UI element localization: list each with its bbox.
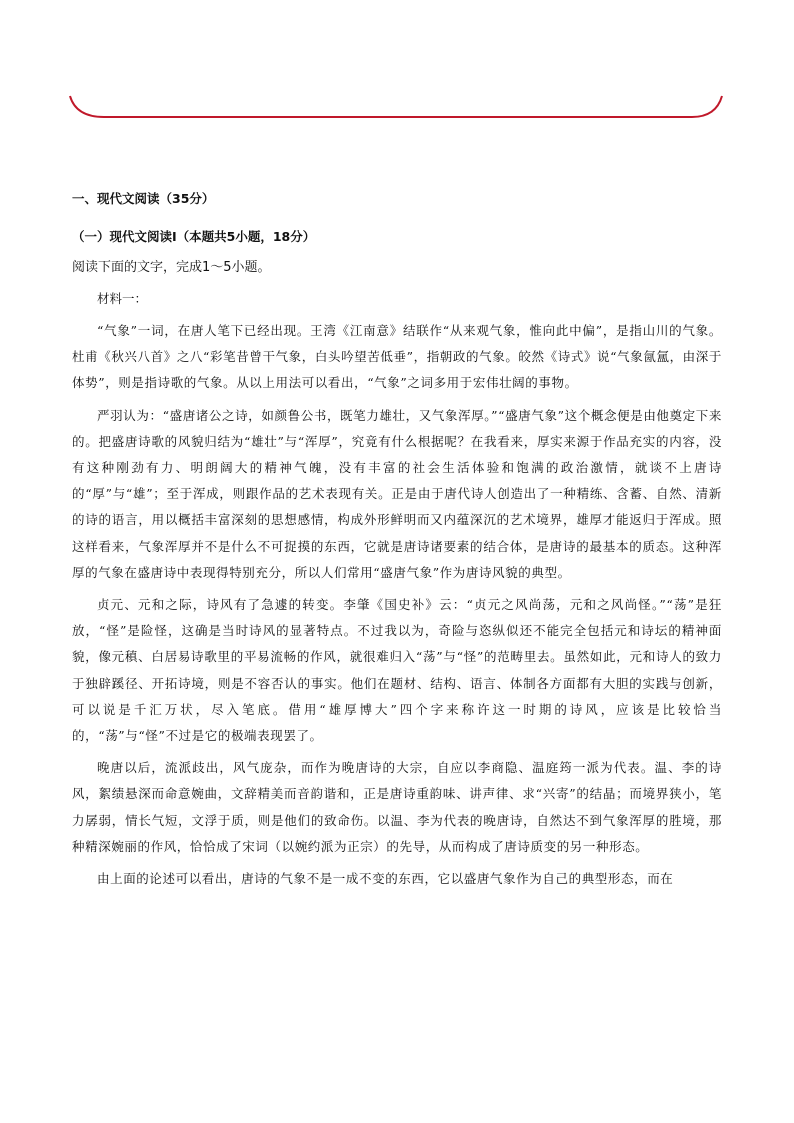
paragraph: “气象”一词，在唐人笔下已经出现。王湾《江南意》结联作“从来观气象，惟向此中偏”，是指山川的气象。杜甫《秋兴八首》之八“彩笔昔曾干气象，白头吟望苦低垂”，指朝政的气象。皎然《诗式》说“气象氤氲，由深于体势”，则是指诗歌的气象。从以上用法可以看出，“气象”之词多用于宏伟壮阔的事物。: [72, 323, 722, 391]
paragraph: 晚唐以后，流派歧出，风气庞杂，而作为晚唐诗的大宗，自应以李商隐、温庭筠一派为代表。温、李的诗风，絮绩悬深而命意婉曲，文辞精美而音韵谐和，正是唐诗重韵味、讲声律、求“兴寄”的结晶；而境界狭小，笔力孱弱，情长气短，文浮于质，则是他们的致命伤。以温、李为代表的晚唐诗，自然达不到气象浑厚的胜境，那种精深婉丽的作风，恰恰成了宋词（以婉约派为正宗）的先导，从而构成了唐诗质变的另一种形态。: [72, 760, 722, 854]
header-decoration-curve: [70, 96, 722, 117]
paragraph: 由上面的论述可以看出，唐诗的气象不是一成不变的东西，它以盛唐气象作为自己的典型形态，而在: [97, 871, 674, 887]
document-body: [72, 191, 722, 898]
paragraph: 贞元、元和之际，诗风有了急遽的转变。李肇《国史补》云：“贞元之风尚荡，元和之风尚怪。”“荡”是狂放，“怪”是险怪，这确是当时诗风的显著特点。不过我以为，奇险与恣纵似还不能完全包括元和诗坛的精神面貌，像元稹、白居易诗歌里的平易流畅的作风，就很难归入“荡”与“怪”的范畴里去。虽然如此，元和诗人的致力于独辟蹊径、开拓诗境，则是不容否认的事实。他们在题材、结构、语言、体制各方面都有大胆的实践与创新，可以说是千汇万状，尽入笔底。借用“雄厚博大”四个字来称许这一时期的诗风，应该是比较恰当的，“荡”与“怪”不过是它的极端表现罢了。: [72, 597, 722, 744]
material-label: 材料一：: [97, 291, 148, 306]
header-decoration: [0, 0, 794, 130]
subsection-heading: （一）现代文阅读Ⅰ（本题共5小题，18分）: [72, 229, 316, 244]
paragraph: 严羽认为：“盛唐诸公之诗，如颜鲁公书，既笔力雄壮，又气象浑厚。”“盛唐气象”这个概念便是由他奠定下来的。把盛唐诗歌的风貌归结为“雄壮”与“浑厚”，究竟有什么根据呢？在我看来，厚实来源于作品充实的内容，没有这种刚劲有力、明朗阔大的精神气魄，没有丰富的社会生活体验和饱满的政治激情，就谈不上唐诗的“厚”与“雄”；至于浑成，则跟作品的艺术表现有关。正是由于唐代诗人创造出了一种精练、含蓄、自然、清新的诗的语言，用以概括丰富深刻的思想感情，构成外形鲜明而又内蕴深沉的艺术境界，雄厚才能返归于浑成。照这样看来，气象浑厚并不是什么不可捉摸的东西，它就是唐诗诸要素的结合体，是唐诗的最基本的质态。这种浑厚的气象在盛唐诗中表现得特别充分，所以人们常用“盛唐气象”作为唐诗风貌的典型。: [72, 407, 722, 580]
reading-instruction: 阅读下面的文字，完成1～5小题。: [72, 260, 271, 275]
section-heading: 一、现代文阅读（35分）: [72, 191, 215, 206]
